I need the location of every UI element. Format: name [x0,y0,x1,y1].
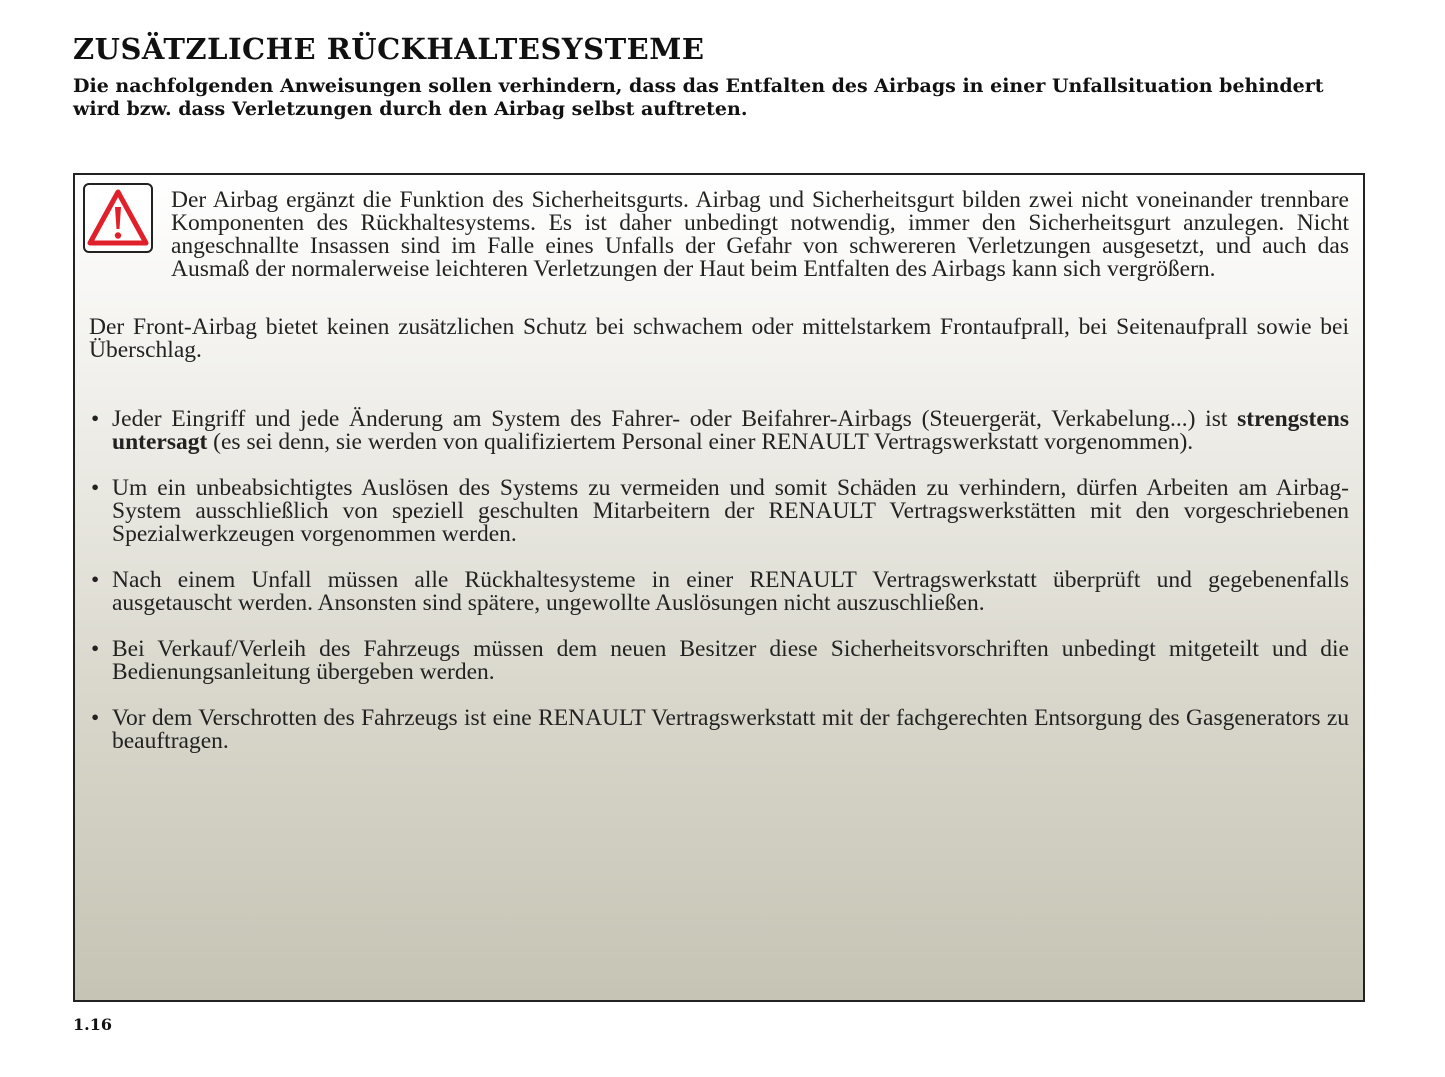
warning-paragraph-seatbelt: Der Airbag ergänzt die Funktion des Sicherheitsgurts. Airbag und Sicherheitsgurt bilden zwei nicht voneinander trennbare Komponenten des Rückhaltesystems. Es ist daher unbedingt notwendig, immer den Sicherheitsgurt anzulegen. Nicht angeschnallte Insassen sind im Falle eines Unfalls der Gefahr von schwereren Verletzungen ausgesetzt, und auch das Ausmaß der normalerweise leichteren Verletzungen der Haut beim Entfalten des Airbags kann sich vergrößern. [171,187,1349,282]
bullet-text: Um ein unbeabsichtigtes Auslösen des Systems zu vermeiden und somit Schäden zu verhindern, dürfen Arbeiten am Airbag-System ausschließlich von speziell geschulten Mitarbeitern der RENAULT Vertragswerkstätten mit den vorgeschriebenen Spezialwerkzeugen vorgenommen werden. [112,475,1349,547]
intro-text: Die nachfolgenden Anweisungen sollen verhindern, dass das Entfalten des Airbags in einer Unfallsituation behindert wird bzw. dass Verletzungen durch den Airbag selbst auftreten. [73,75,1324,120]
page-title: ZUSÄTZLICHE RÜCKHALTESYSTEME [73,32,705,66]
bullet-text: Jeder Eingriff und jede Änderung am System des Fahrer- oder Beifahrer-Airbags (Steuergerät, Verkabelung...) ist [112,406,1238,432]
warning-bullet-list [89,408,1349,776]
warning-paragraph-front-airbag: Der Front-Airbag bietet keinen zusätzlichen Schutz bei schwachem oder mittelstarkem Frontaufprall, bei Seitenaufprall sowie bei Überschlag. [89,314,1349,363]
bullet-emphasis: strengstens untersagt [112,406,1349,455]
bullet-text: Vor dem Verschrotten des Fahrzeugs ist eine RENAULT Vertragswerkstatt mit der fachgerechten Entsorgung des Gasgenerators zu beauftragen. [112,705,1349,754]
list-item [89,707,1349,753]
warning-triangle-icon [87,189,149,247]
list-item [89,638,1349,684]
bullet-text: Nach einem Unfall müssen alle Rückhaltesysteme in einer RENAULT Vertragswerkstatt überprüft und gegebenenfalls ausgetauscht werden. Ansonsten sind spätere, ungewollte Auslösungen nicht auszuschließen. [112,567,1349,616]
list-item [89,408,1349,454]
warning-icon-frame [83,183,153,253]
bullet-text: Bei Verkauf/Verleih des Fahrzeugs müssen dem neuen Besitzer diese Sicherheitsvorschriften unbedingt mitgeteilt und die Bedienungsanleitung übergeben werden. [112,636,1349,685]
list-item [89,569,1349,615]
list-item [89,477,1349,546]
warning-box [73,173,1365,1002]
bullet-text: (es sei denn, sie werden von qualifiziertem Personal einer RENAULT Vertragswerkstatt vorgenommen). [207,429,1194,455]
page-number: 1.16 [73,1015,112,1034]
